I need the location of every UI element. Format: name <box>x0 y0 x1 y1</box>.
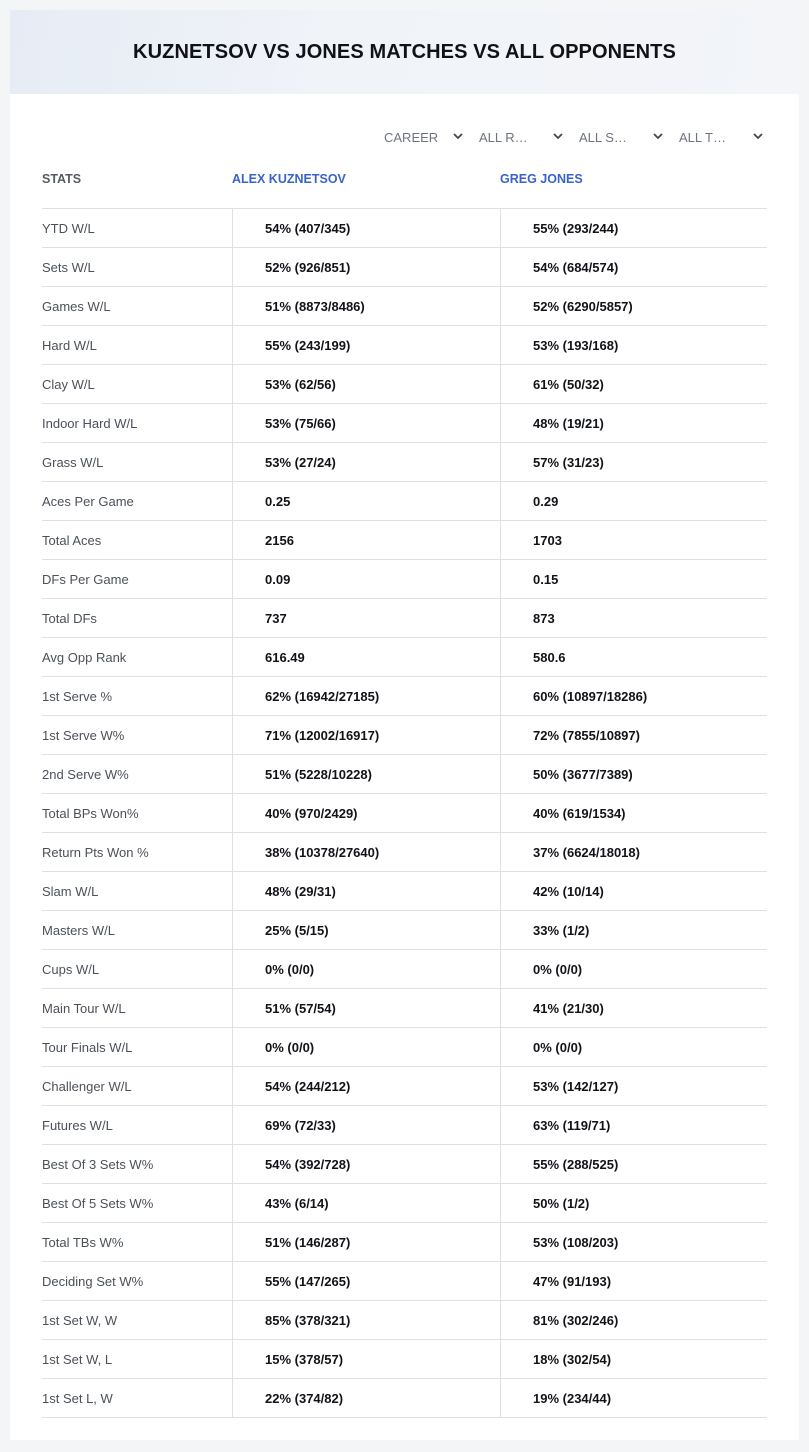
player2-stat-value: 52% (6290/5857) <box>500 287 767 325</box>
stat-label: Total TBs W% <box>42 1234 124 1250</box>
chevron-down-icon <box>752 130 764 142</box>
player2-stat-value: 0.29 <box>500 482 767 520</box>
player2-stat-value: 60% (10897/18286) <box>500 677 767 715</box>
player2-stat-value: 63% (119/71) <box>500 1106 767 1144</box>
table-row <box>42 833 767 872</box>
player1-stat-value: 53% (75/66) <box>232 404 500 442</box>
stat-label: Aces Per Game <box>42 493 134 509</box>
filter-bar <box>10 124 799 150</box>
player1-stat-value: 616.49 <box>232 638 500 676</box>
table-row <box>42 794 767 833</box>
player1-name-link[interactable]: ALEX KUZNETSOV <box>232 172 346 186</box>
stat-label: 1st Serve W% <box>42 727 125 743</box>
player1-stat-value: 15% (378/57) <box>232 1340 500 1378</box>
stat-label: Masters W/L <box>42 922 115 938</box>
player1-stat-value: 54% (392/728) <box>232 1145 500 1183</box>
player2-stat-value: 53% (108/203) <box>500 1223 767 1261</box>
table-row <box>42 950 767 989</box>
player1-stat-value: 51% (8873/8486) <box>232 287 500 325</box>
filter-tournament-select[interactable] <box>679 124 764 150</box>
stat-label: Grass W/L <box>42 454 104 470</box>
player2-stat-value: 18% (302/54) <box>500 1340 767 1378</box>
player2-stat-value: 53% (142/127) <box>500 1067 767 1105</box>
stat-label: Return Pts Won % <box>42 844 149 860</box>
page-title: KUZNETSOV VS JONES MATCHES VS ALL OPPONENTS <box>133 40 676 63</box>
player1-stat-value: 40% (970/2429) <box>232 794 500 832</box>
player1-stat-value: 69% (72/33) <box>232 1106 500 1144</box>
stats-table <box>42 208 767 1418</box>
table-row <box>42 443 767 482</box>
player1-stat-value: 0% (0/0) <box>232 950 500 988</box>
player2-stat-value: 53% (193/168) <box>500 326 767 364</box>
table-row <box>42 1340 767 1379</box>
table-row <box>42 521 767 560</box>
stat-label: 1st Set L, W <box>42 1390 113 1406</box>
player2-stat-value: 42% (10/14) <box>500 872 767 910</box>
stat-label: Tour Finals W/L <box>42 1039 133 1055</box>
stat-label: Sets W/L <box>42 259 95 275</box>
table-row <box>42 482 767 521</box>
player1-stat-value: 22% (374/82) <box>232 1379 500 1417</box>
table-header <box>42 170 767 190</box>
table-row <box>42 1262 767 1301</box>
stat-label: Futures W/L <box>42 1117 113 1133</box>
table-row <box>42 755 767 794</box>
player1-stat-value: 54% (244/212) <box>232 1067 500 1105</box>
stat-label: Main Tour W/L <box>42 1000 126 1016</box>
table-row <box>42 1301 767 1340</box>
table-row <box>42 1223 767 1262</box>
player1-stat-value: 2156 <box>232 521 500 559</box>
player1-stat-value: 737 <box>232 599 500 637</box>
table-row <box>42 677 767 716</box>
player2-stat-value: 50% (1/2) <box>500 1184 767 1222</box>
player2-stat-value: 0% (0/0) <box>500 1028 767 1066</box>
player2-stat-value: 50% (3677/7389) <box>500 755 767 793</box>
player2-stat-value: 1703 <box>500 521 767 559</box>
player2-stat-value: 41% (21/30) <box>500 989 767 1027</box>
table-row <box>42 560 767 599</box>
player1-stat-value: 53% (27/24) <box>232 443 500 481</box>
stat-label: DFs Per Game <box>42 571 129 587</box>
player1-stat-value: 43% (6/14) <box>232 1184 500 1222</box>
player2-stat-value: 72% (7855/10897) <box>500 716 767 754</box>
stats-card <box>10 10 799 1440</box>
filter-period-label: CAREER <box>384 129 439 145</box>
table-row <box>42 716 767 755</box>
player2-stat-value: 19% (234/44) <box>500 1379 767 1417</box>
filter-tournament-label: ALL T… <box>679 129 726 145</box>
table-row <box>42 638 767 677</box>
filter-surface-label: ALL S… <box>579 129 627 145</box>
stat-label: Total Aces <box>42 532 102 548</box>
player1-stat-value: 0% (0/0) <box>232 1028 500 1066</box>
player2-stat-value: 0% (0/0) <box>500 950 767 988</box>
player1-stat-value: 51% (5228/10228) <box>232 755 500 793</box>
player2-stat-value: 40% (619/1534) <box>500 794 767 832</box>
filter-surface-select[interactable] <box>579 124 664 150</box>
player1-stat-value: 54% (407/345) <box>232 209 500 247</box>
filter-round-label: ALL R… <box>479 129 528 145</box>
player1-stat-value: 52% (926/851) <box>232 248 500 286</box>
player2-stat-value: 81% (302/246) <box>500 1301 767 1339</box>
player2-stat-value: 33% (1/2) <box>500 911 767 949</box>
stat-label: Total DFs <box>42 610 97 626</box>
table-row <box>42 1145 767 1184</box>
table-row <box>42 365 767 404</box>
player1-stat-value: 85% (378/321) <box>232 1301 500 1339</box>
table-row <box>42 989 767 1028</box>
stat-label: Slam W/L <box>42 883 99 899</box>
player1-stat-value: 48% (29/31) <box>232 872 500 910</box>
table-row <box>42 872 767 911</box>
chevron-down-icon <box>452 130 464 142</box>
player2-stat-value: 873 <box>500 599 767 637</box>
stat-label: 1st Set W, W <box>42 1312 118 1328</box>
chevron-down-icon <box>552 130 564 142</box>
table-row <box>42 911 767 950</box>
table-row <box>42 326 767 365</box>
player1-stat-value: 0.09 <box>232 560 500 598</box>
player1-stat-value: 38% (10378/27640) <box>232 833 500 871</box>
stat-label: Challenger W/L <box>42 1078 132 1094</box>
table-row <box>42 1067 767 1106</box>
stat-label: 1st Set W, L <box>42 1351 113 1367</box>
stat-label: Total BPs Won% <box>42 805 139 821</box>
filter-round-select[interactable] <box>479 124 564 150</box>
stat-label: Hard W/L <box>42 337 97 353</box>
player1-stat-value: 71% (12002/16917) <box>232 716 500 754</box>
stat-label: Best Of 3 Sets W% <box>42 1156 154 1172</box>
table-row <box>42 248 767 287</box>
player1-stat-value: 62% (16942/27185) <box>232 677 500 715</box>
player1-stat-value: 51% (57/54) <box>232 989 500 1027</box>
player1-stat-value: 55% (243/199) <box>232 326 500 364</box>
player2-stat-value: 0.15 <box>500 560 767 598</box>
player1-stat-value: 55% (147/265) <box>232 1262 500 1300</box>
table-row <box>42 1379 767 1418</box>
chevron-down-icon <box>652 130 664 142</box>
player2-name-link[interactable]: GREG JONES <box>500 172 583 186</box>
filter-period-select[interactable] <box>384 124 464 150</box>
stat-label: Avg Opp Rank <box>42 649 127 665</box>
player2-stat-value: 55% (288/525) <box>500 1145 767 1183</box>
stat-label: 1st Serve % <box>42 688 113 704</box>
stat-label: Deciding Set W% <box>42 1273 144 1289</box>
player2-stat-value: 37% (6624/18018) <box>500 833 767 871</box>
stat-label: Clay W/L <box>42 376 95 392</box>
table-row <box>42 599 767 638</box>
player1-stat-value: 51% (146/287) <box>232 1223 500 1261</box>
table-row <box>42 404 767 443</box>
table-row <box>42 1028 767 1067</box>
stat-label: Cups W/L <box>42 961 100 977</box>
table-row <box>42 1106 767 1145</box>
player2-stat-value: 54% (684/574) <box>500 248 767 286</box>
table-row <box>42 1184 767 1223</box>
player1-stat-value: 0.25 <box>232 482 500 520</box>
player1-stat-value: 53% (62/56) <box>232 365 500 403</box>
player2-stat-value: 48% (19/21) <box>500 404 767 442</box>
table-row <box>42 209 767 248</box>
player2-stat-value: 57% (31/23) <box>500 443 767 481</box>
player1-stat-value: 25% (5/15) <box>232 911 500 949</box>
column-header-stats: STATS <box>42 172 82 186</box>
stat-label: Indoor Hard W/L <box>42 415 138 431</box>
stat-label: YTD W/L <box>42 220 95 236</box>
player2-stat-value: 55% (293/244) <box>500 209 767 247</box>
stat-label: Best Of 5 Sets W% <box>42 1195 154 1211</box>
stat-label: Games W/L <box>42 298 111 314</box>
card-header <box>10 10 799 94</box>
stat-label: 2nd Serve W% <box>42 766 129 782</box>
player2-stat-value: 580.6 <box>500 638 767 676</box>
table-row <box>42 287 767 326</box>
player2-stat-value: 61% (50/32) <box>500 365 767 403</box>
player2-stat-value: 47% (91/193) <box>500 1262 767 1300</box>
